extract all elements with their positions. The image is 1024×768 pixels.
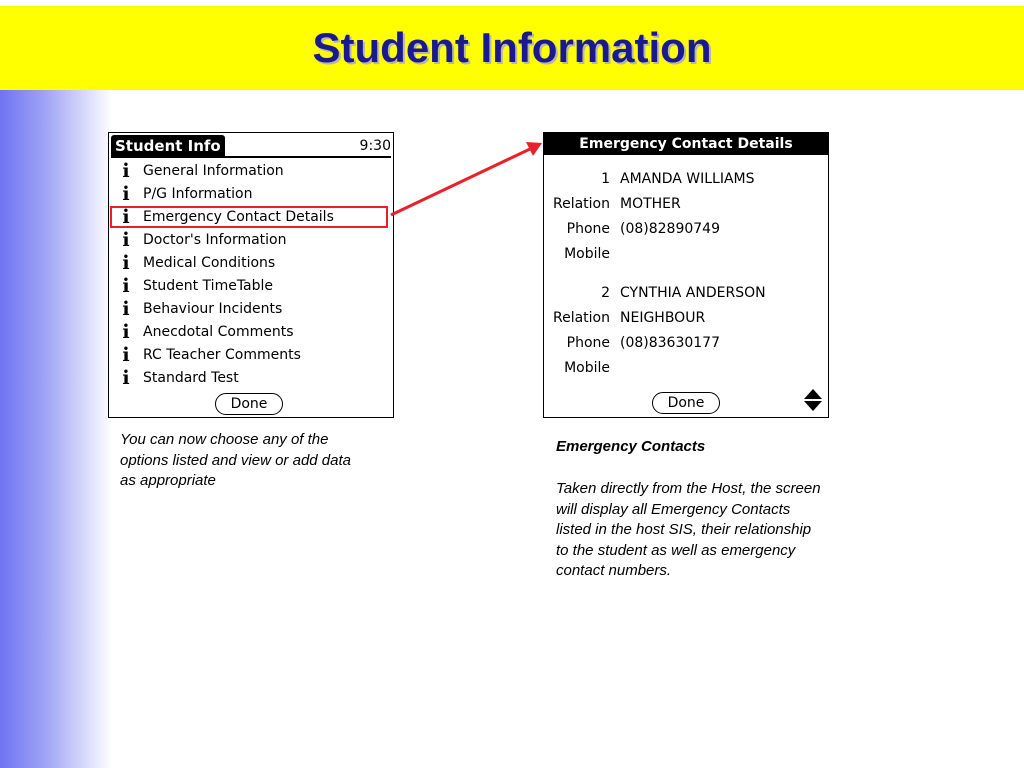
info-icon: i [122,344,130,366]
mobile-label: Mobile [564,246,610,262]
emergency-contact-title: Emergency Contact Details [544,133,828,155]
menu-item-anecdotal-comments[interactable] [117,321,391,344]
menu-item-label: Behaviour Incidents [143,301,283,317]
menu-item-student-timetable[interactable] [117,275,391,298]
relation-value: MOTHER [620,196,681,212]
phone-label: Phone [566,335,610,351]
side-gradient-decoration [0,90,112,768]
contact-1-phone-row [544,217,828,242]
phone-label: Phone [566,221,610,237]
left-caption: You can now choose any of the options listed and view or add data as appropriate [120,431,351,489]
student-info-screen [108,132,394,418]
emergency-contact-screen [543,132,829,418]
menu-item-label: P/G Information [143,186,253,202]
connector-line [391,149,530,215]
info-icon: i [122,252,130,274]
title-rule [111,156,391,158]
contact-name: CYNTHIA ANDERSON [620,285,766,301]
contact-1-mobile-row [544,242,828,267]
menu-item-label: Standard Test [143,370,239,386]
menu-item-rc-teacher-comments[interactable] [117,344,391,367]
phone-value[interactable]: (08)82890749 [620,221,720,237]
student-info-title: Student Info [111,135,225,157]
menu-item-emergency-contact-details[interactable] [117,206,391,229]
menu-item-label: General Information [143,163,284,179]
scroll-up-icon[interactable] [804,389,822,399]
menu-item-label: Anecdotal Comments [143,324,294,340]
menu-item-behaviour-incidents[interactable] [117,298,391,321]
info-icon: i [122,321,130,343]
phone-value[interactable]: (08)83630177 [620,335,720,351]
menu-item-label: RC Teacher Comments [143,347,301,363]
done-button[interactable]: Done [652,392,720,414]
info-icon: i [122,367,130,389]
menu-item-medical-conditions[interactable] [117,252,391,275]
mobile-label: Mobile [564,360,610,376]
info-icon: i [122,229,130,251]
scroll-arrows-icon[interactable] [803,386,823,414]
info-icon: i [122,183,130,205]
contact-2-mobile-row [544,356,828,381]
info-icon: i [122,298,130,320]
menu-item-general-information[interactable] [117,160,391,183]
connector-arrowhead [526,142,542,156]
scroll-down-icon[interactable] [804,401,822,411]
contact-2-number-row [544,281,828,306]
contact-1-number-row [544,167,828,192]
menu-item-label: Doctor's Information [143,232,287,248]
menu-item-label: Emergency Contact Details [143,209,334,225]
menu-item-label: Medical Conditions [143,255,276,271]
info-icon: i [122,206,130,228]
contact-number: 1 [601,171,610,187]
contact-2-phone-row [544,331,828,356]
clock: 9:30 [359,138,391,154]
menu-item-label: Student TimeTable [143,278,274,294]
info-icon: i [122,160,130,182]
right-caption-body: Taken directly from the Host, the screen will display all Emergency Contacts listed in the host SIS, their relationship to the student as well as emergency contact numbers. [556,480,821,579]
relation-label: Relation [553,196,610,212]
relation-value: NEIGHBOUR [620,310,706,326]
slide-title: Student Information [312,24,712,71]
contact-1-relation-row [544,192,828,217]
done-button[interactable]: Done [215,393,283,415]
contact-2-relation-row [544,306,828,331]
menu-item-doctors-information[interactable] [117,229,391,252]
relation-label: Relation [553,310,610,326]
menu-item-pg-information[interactable] [117,183,391,206]
menu-item-standard-test[interactable] [117,367,391,390]
contact-name: AMANDA WILLIAMS [620,171,755,187]
info-icon: i [122,275,130,297]
contact-number: 2 [601,285,610,301]
right-caption-title: Emergency Contacts [556,438,706,455]
student-info-menu [117,160,391,390]
